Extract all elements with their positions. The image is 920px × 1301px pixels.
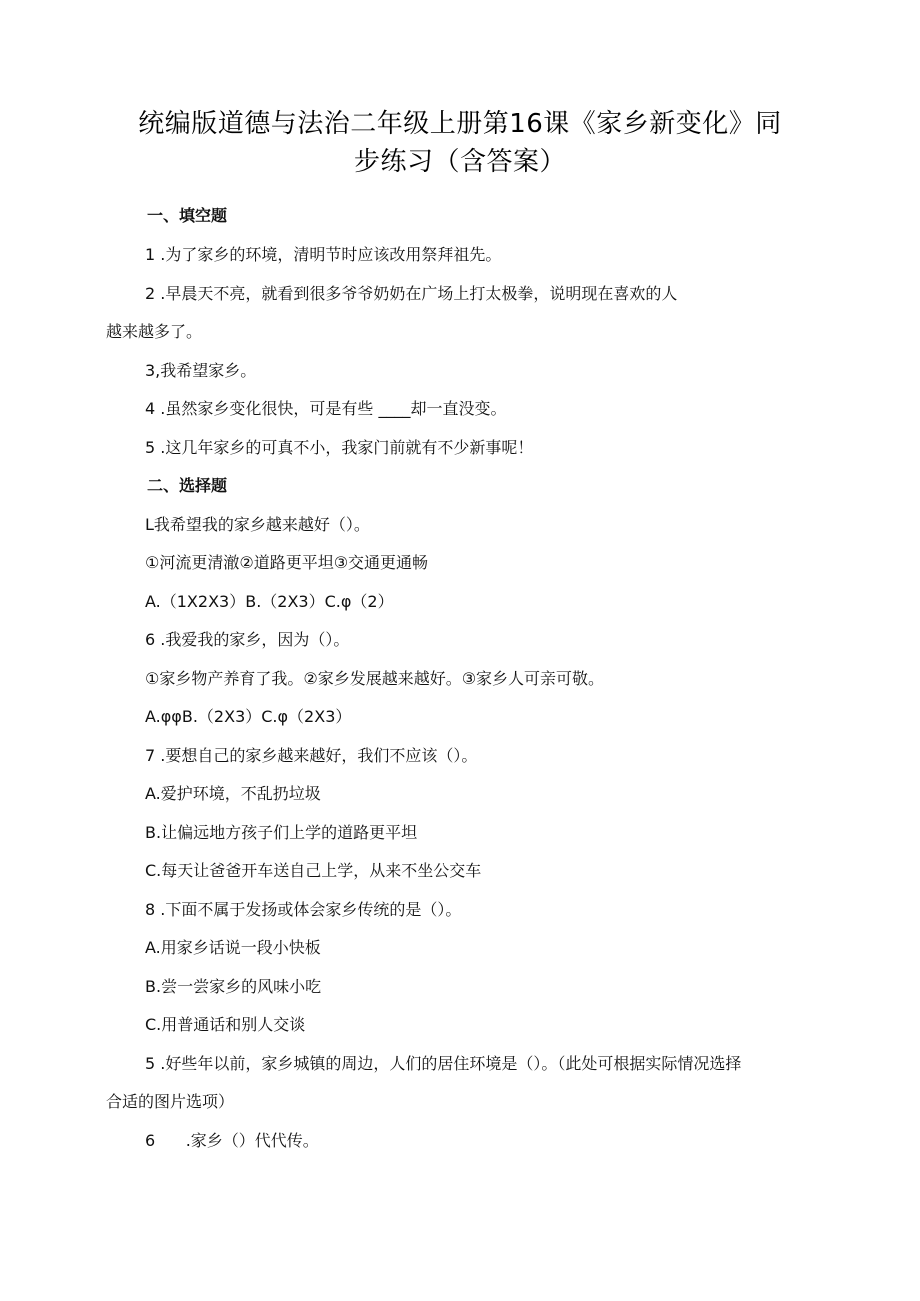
choice-question-1-items: ①河流更清澈②道路更平坦③交通更通畅 <box>145 553 429 572</box>
choice-question-1-options: A.（1X2X3）B.（2X3）C.φ（2） <box>145 592 394 611</box>
fill-question-4: 4 .虽然家乡变化很快，可是有些 ____却一直没变。 <box>145 399 507 418</box>
choice-question-8-option-b: B.尝一尝家乡的风味小吃 <box>145 977 322 996</box>
choice-question-7-option-c: C.每天让爸爸开车送自己上学，从来不坐公交车 <box>145 861 482 880</box>
fill-question-1: 1 .为了家乡的环境，清明节时应该改用祭拜祖先。 <box>145 245 502 264</box>
choice-question-8-stem: 8 .下面不属于发扬或体会家乡传统的是（）。 <box>145 900 462 919</box>
choice-question-5b-line-1: 5 .好些年以前，家乡城镇的周边，人们的居住环境是（）。（此处可根据实际情况选择 <box>145 1054 742 1073</box>
choice-question-6-items: ①家乡物产养育了我。②家乡发展越来越好。③家乡人可亲可敬。 <box>145 669 605 688</box>
title-line-1: 统编版道德与法治二年级上册第16课《家乡新变化》同 <box>138 109 782 139</box>
section-heading-choice: 二、选择题 <box>147 476 228 495</box>
choice-question-1-stem: L我希望我的家乡越来越好（）。 <box>145 515 370 534</box>
choice-question-5b-line-2: 合适的图片选项） <box>106 1092 235 1111</box>
fill-question-2-line-1: 2 .早晨天不亮，就看到很多爷爷奶奶在广场上打太极拳，说明现在喜欢的人 <box>145 284 678 303</box>
choice-question-6-stem: 6 .我爱我的家乡，因为（）。 <box>145 630 350 649</box>
choice-question-7-option-b: B.让偏远地方孩子们上学的道路更平坦 <box>145 823 418 842</box>
choice-question-8-option-c: C.用普通话和别人交谈 <box>145 1015 306 1034</box>
section-heading-fill: 一、填空题 <box>147 206 228 225</box>
choice-question-6-options: A.φφB.（2X3）C.φ（2X3） <box>145 707 352 726</box>
choice-question-7-stem: 7 .要想自己的家乡越来越好，我们不应该（）。 <box>145 746 478 765</box>
choice-question-6b: 6 .家乡（）代代传。 <box>145 1131 319 1150</box>
title-line-2: 步练习（含答案） <box>353 147 566 177</box>
fill-question-5: 5 .这几年家乡的可真不小，我家门前就有不少新事呢！ <box>145 438 534 457</box>
choice-question-7-option-a: A.爱护环境，不乱扔垃圾 <box>145 784 321 803</box>
fill-question-3: 3,我希望家乡。 <box>145 361 257 380</box>
choice-question-8-option-a: A.用家乡话说一段小快板 <box>145 938 321 957</box>
fill-question-2-line-2: 越来越多了。 <box>106 322 203 341</box>
